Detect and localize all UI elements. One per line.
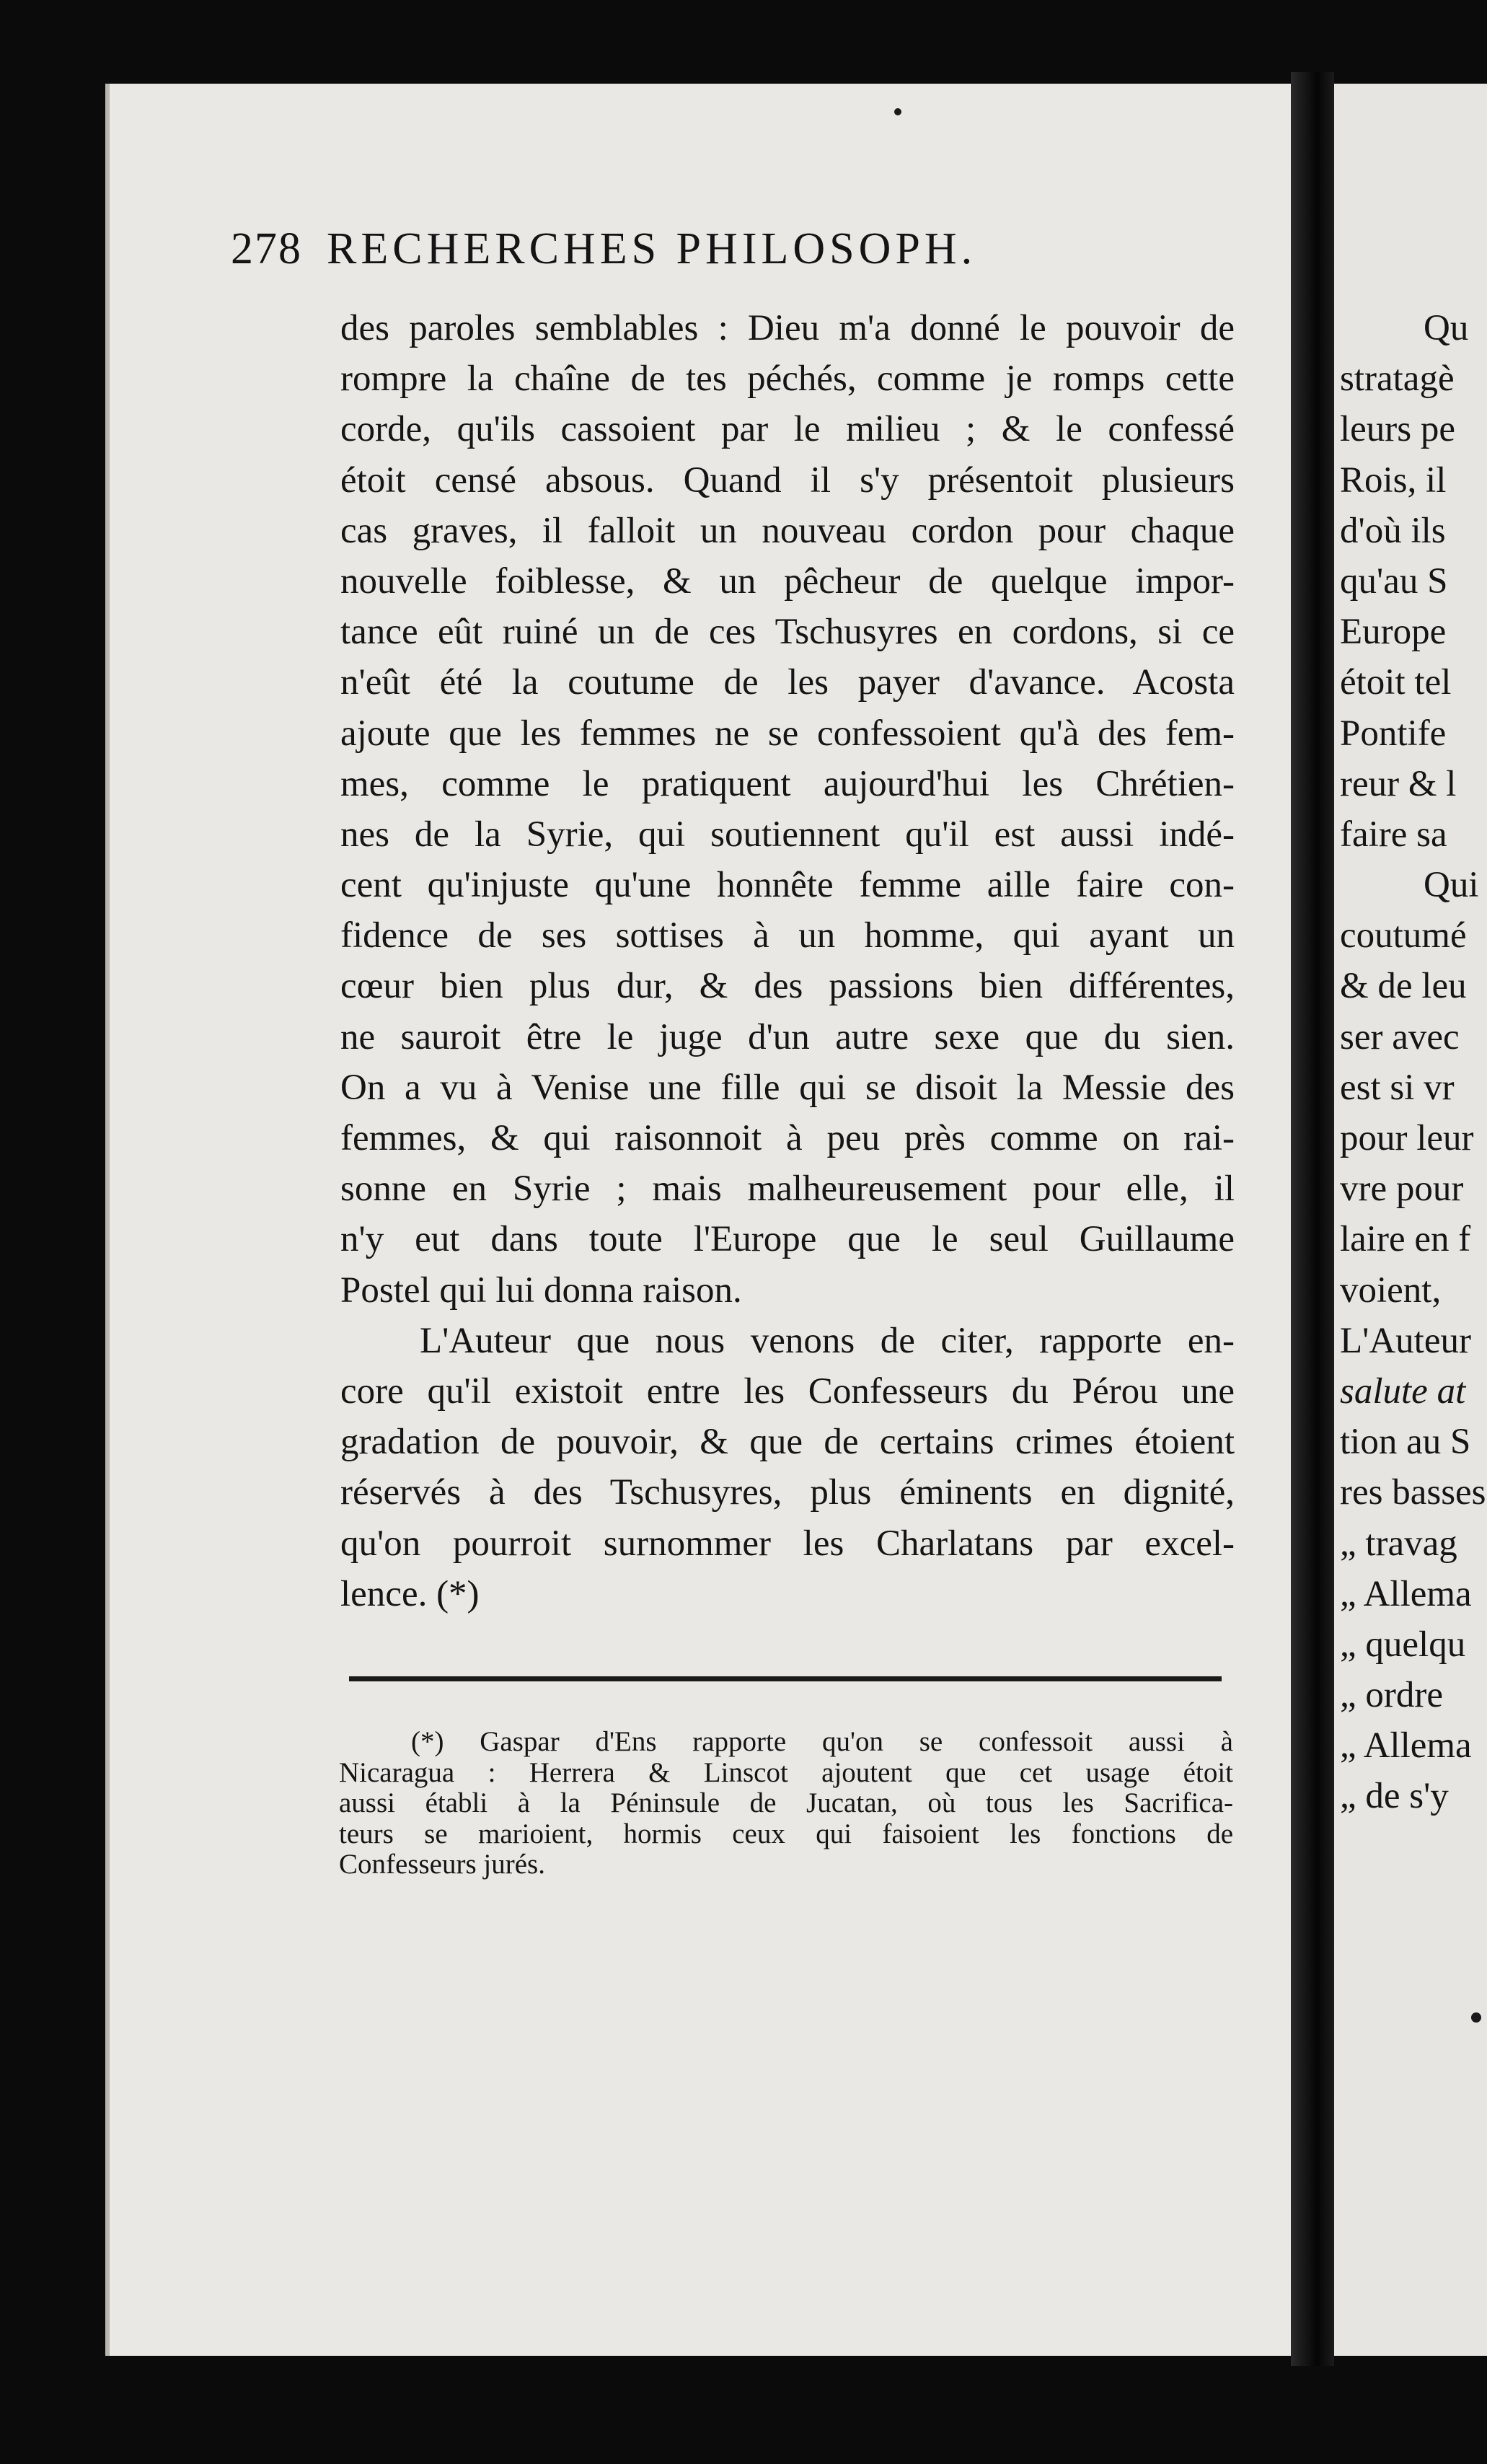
text-line: réservés à des Tschusyres, plus éminents en dignité, — [340, 1472, 1235, 1513]
facing-line: „ ordre — [1340, 1675, 1443, 1716]
facing-line: qu'au S — [1340, 560, 1448, 602]
facing-line: „ Allema — [1340, 1725, 1472, 1766]
text-line: lence. (*) — [340, 1573, 480, 1614]
main-text — [340, 303, 1235, 1619]
facing-line: vre pour — [1340, 1169, 1464, 1210]
facing-line: L'Auteur — [1340, 1320, 1471, 1361]
footnote-line: aussi établi à la Péninsule de Jucatan, où tous les Sacrifica- — [339, 1788, 1233, 1818]
facing-line: Qu — [1424, 308, 1469, 348]
text-line: mes, comme le pratiquent aujourd'hui les Chrétien- — [340, 763, 1235, 804]
running-header — [231, 224, 1240, 281]
text-line: étoit censé absous. Quand il s'y présentoit plusieurs — [340, 459, 1235, 501]
facing-line: pour leur — [1340, 1118, 1474, 1158]
text-line: ajoute que les femmes ne se confessoient qu'à des fem- — [340, 713, 1235, 754]
text-line: Postel qui lui donna raison. — [340, 1270, 742, 1311]
facing-line: Rois, il — [1340, 459, 1447, 501]
text-line: ne sauroit être le juge d'un autre sexe que du sien. — [340, 1016, 1235, 1057]
text-line: fidence de ses sottises à un homme, qui ayant un — [340, 915, 1235, 956]
facing-line: salute at — [1340, 1370, 1466, 1412]
facing-line: „ travag — [1340, 1523, 1457, 1564]
gutter-shadow — [1291, 72, 1334, 2366]
facing-line: voient, — [1340, 1270, 1442, 1311]
facing-line: Europe — [1340, 612, 1447, 653]
facing-line: tion au S — [1340, 1422, 1471, 1463]
text-line: tance eût ruiné un de ces Tschusyres en cordons, si ce — [340, 612, 1235, 653]
text-line: n'eût été la coutume de les payer d'avance. Acosta — [340, 662, 1235, 703]
facing-line: étoit tel — [1340, 662, 1452, 703]
scan-speck — [894, 108, 901, 115]
text-line: nouvelle foiblesse, & un pêcheur de quelque impor- — [340, 560, 1235, 602]
text-line: corde, qu'ils cassoient par le milieu ; & le confessé — [340, 409, 1235, 450]
text-line: femmes, & qui raisonnoit à peu près comme on rai- — [340, 1118, 1235, 1158]
facing-line: Pontife — [1340, 713, 1447, 754]
text-line: On a vu à Venise une fille qui se disoit la Messie des — [340, 1067, 1235, 1108]
text-line: sonne en Syrie ; mais malheureusement pour elle, il — [340, 1169, 1235, 1210]
text-line: gradation de pouvoir, & que de certains crimes étoient — [340, 1422, 1235, 1463]
facing-line: Qui — [1424, 865, 1479, 906]
text-line: cœur bien plus dur, & des passions bien différentes, — [340, 966, 1235, 1007]
text-line: cas graves, il falloit un nouveau cordon pour chaque — [340, 510, 1235, 551]
text-line: L'Auteur que nous venons de citer, rapporte en- — [420, 1320, 1235, 1361]
footnote-line: Nicaragua : Herrera & Linscot ajoutent que cet usage étoit — [339, 1757, 1233, 1788]
facing-line: & de leu — [1340, 966, 1467, 1007]
footnote-line: (*) Gaspar d'Ens rapporte qu'on se confessoit aussi à — [411, 1727, 1233, 1757]
facing-line: „ Allema — [1340, 1573, 1472, 1614]
facing-line: est si vr — [1340, 1067, 1455, 1108]
facing-line: leurs pe — [1340, 409, 1456, 450]
text-line: core qu'il existoit entre les Confesseurs du Pérou une — [340, 1370, 1235, 1412]
text-line: nes de la Syrie, qui soutiennent qu'il est aussi indé- — [340, 814, 1235, 855]
facing-line: „ de s'y — [1340, 1776, 1449, 1817]
text-line: n'y eut dans toute l'Europe que le seul Guillaume — [340, 1219, 1235, 1260]
text-line: qu'on pourroit surnommer les Charlatans par excel- — [340, 1523, 1235, 1564]
text-line: des paroles semblables : Dieu m'a donné le pouvoir de — [340, 308, 1235, 348]
text-line: rompre la chaîne de tes péchés, comme je romps cette — [340, 358, 1235, 400]
footnote-rule — [349, 1676, 1222, 1681]
facing-line: faire sa — [1340, 814, 1447, 855]
facing-line: ser avec — [1340, 1016, 1460, 1057]
facing-line: res basses — [1340, 1472, 1486, 1513]
page-number: 278 — [231, 224, 302, 273]
facing-line: laire en f — [1340, 1219, 1471, 1260]
facing-line: stratagè — [1340, 358, 1455, 400]
footnote-line: Confesseurs jurés. — [339, 1849, 545, 1880]
facing-line: d'où ils — [1340, 510, 1446, 551]
facing-page-text — [1340, 303, 1487, 1822]
text-line: cent qu'injuste qu'une honnête femme aille faire con- — [340, 865, 1235, 906]
facing-line: „ quelqu — [1340, 1624, 1466, 1665]
running-title: RECHERCHES PHILOSOPH. — [327, 224, 977, 273]
footnote-line: teurs se marioient, hormis ceux qui faisoient les fonctions de — [339, 1818, 1233, 1849]
scan-speck — [1471, 2012, 1481, 2023]
facing-line: coutumé — [1340, 915, 1467, 956]
facing-line: reur & l — [1340, 763, 1457, 804]
footnote — [339, 1727, 1233, 1880]
